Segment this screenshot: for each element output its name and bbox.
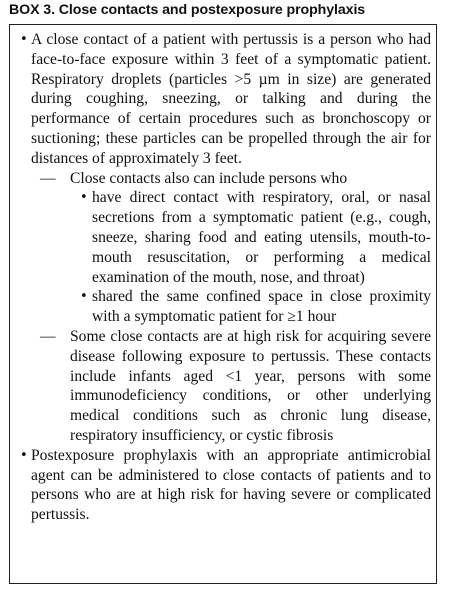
dash-marker: —: [40, 327, 56, 345]
item-text: Some close contacts are at high risk for acquiring severe disease following exposure to pertussis. These contacts include infants aged <1 year, persons with some immunodeficiency conditions, or other underlying medical conditions such as chronic lung disease, respiratory insufficiency, or cystic fibrosis: [70, 327, 431, 444]
item-text: shared the same confined space in close proximity with a symptomatic patient for ≥1 hour: [92, 288, 431, 326]
list-item-shared-space: [9, 287, 437, 327]
list-item-direct-contact: [9, 188, 437, 287]
list-item-postexposure-prophylaxis: [9, 446, 437, 525]
list-item-close-contact-definition: [9, 30, 437, 169]
list-item-high-risk-contacts: [9, 327, 437, 446]
bullet-marker: •: [80, 289, 88, 305]
list-item-close-contacts-include: [9, 169, 437, 189]
box-content: [9, 30, 437, 525]
bullet-marker: •: [20, 32, 28, 47]
dash-marker: —: [40, 169, 56, 187]
bullet-marker: •: [20, 447, 28, 463]
item-text: A close contact of a patient with pertussis is a person who had face-to-face exposure within 3 feet of a symptomatic patient. Respiratory droplets (particles >5 µm in size) are generated during coughing, sneezing, or talking and during the performance of certain procedures such as bronchoscopy or suctioning; these particles can be propelled through the air for distances of approximately 3 feet.: [31, 31, 431, 167]
item-text: Close contacts also can include persons who: [70, 169, 348, 187]
box-title: BOX 3. Close contacts and postexposure prophylaxis: [9, 2, 366, 18]
item-text: Postexposure prophylaxis with an appropriate antimicrobial agent can be administered to close contacts of patients and to persons who are at high risk for having severe or complicated pertussis.: [31, 446, 431, 524]
bullet-marker: •: [80, 190, 88, 206]
item-text: have direct contact with respiratory, oral, or nasal secretions from a symptomatic patient (e.g., cough, sneeze, sharing food and eating utensils, mouth-to-mouth resuscitation, or performing a medical examination of the mouth, nose, and throat): [92, 189, 431, 286]
